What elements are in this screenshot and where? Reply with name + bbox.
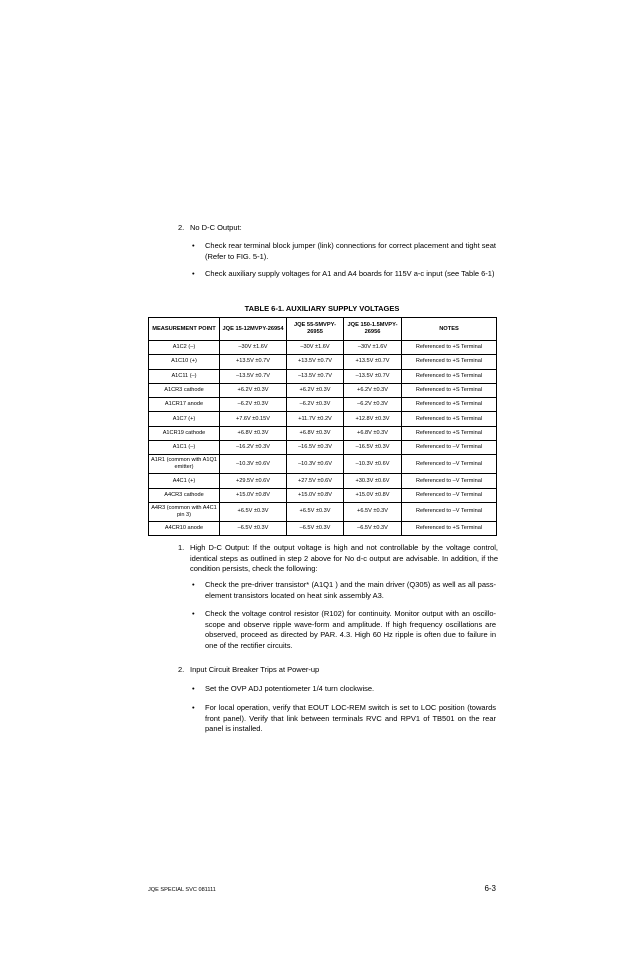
table-row	[149, 383, 497, 397]
table-cell: –6.5V ±0.3V	[287, 521, 344, 535]
table-cell: Referenced to +S Terminal	[402, 398, 497, 412]
table-cell: –30V ±1.6V	[344, 341, 402, 355]
table-cell: –10.3V ±0.6V	[344, 455, 402, 474]
table-cell: Referenced to +S Terminal	[402, 426, 497, 440]
table-cell: +6.5V ±0.3V	[287, 502, 344, 521]
item-text: High D-C Output: If the output voltage is high and not controllable by the voltage control, identical steps as outlined in step 2 above for No d-c output are advisable. In addition, if the condition persists, check the following:	[190, 543, 498, 573]
table-row	[149, 474, 497, 488]
table-row	[149, 398, 497, 412]
bullet-text: Check the voltage control resistor (R102) for continuity. Monitor output with an oscillo-scope and observe ripple wave-form and amplitude. If high frequency oscillations are observed, proceed as directed by PAR. 4.3. High 60 Hz ripple is often due to failure in one of the rectifier circuits.	[205, 609, 496, 650]
table-cell: +13.5V ±0.7V	[220, 355, 287, 369]
table-cell: Referenced to +S Terminal	[402, 521, 497, 535]
table-cell: –13.5V ±0.7V	[220, 369, 287, 383]
table-row	[149, 355, 497, 369]
table-cell: +15.0V ±0.8V	[287, 488, 344, 502]
table-cell: +11.7V ±0.2V	[287, 412, 344, 426]
bullet-icon: •	[192, 241, 195, 250]
table-row	[149, 502, 497, 521]
table-cell: Referenced to +S Terminal	[402, 412, 497, 426]
table-cell: +6.8V ±0.3V	[287, 426, 344, 440]
item-title: Input Circuit Breaker Trips at Power-up	[190, 665, 320, 674]
item-number: 1.	[178, 543, 185, 552]
table-cell: –6.2V ±0.3V	[220, 398, 287, 412]
table-cell: +15.0V ±0.8V	[220, 488, 287, 502]
table-header: NOTES	[402, 318, 497, 341]
item-title: No D-C Output:	[190, 223, 242, 232]
table-cell: –6.2V ±0.3V	[344, 398, 402, 412]
bullet-text: Check auxiliary supply voltages for A1 and A4 boards for 115V a-c input (see Table 6-1)	[205, 269, 495, 278]
bullet-item	[192, 241, 496, 262]
table-cell: –6.5V ±0.3V	[344, 521, 402, 535]
bullet-text: For local operation, verify that EOUT LOC-REM switch is set to LOC position (towards front panel). Verify that link between terminals RVC and RPV1 of TB501 on the rear panel is installed.	[205, 703, 496, 733]
table-cell: A1C2 (–)	[149, 341, 220, 355]
table-row	[149, 412, 497, 426]
table-cell: –16.5V ±0.3V	[287, 441, 344, 455]
table-row	[149, 369, 497, 383]
table-cell: Referenced to –V Terminal	[402, 488, 497, 502]
table-cell: +6.5V ±0.3V	[220, 502, 287, 521]
table-row	[149, 488, 497, 502]
table-cell: Referenced to –V Terminal	[402, 455, 497, 474]
table-cell: Referenced to +S Terminal	[402, 383, 497, 397]
table-cell: –16.2V ±0.3V	[220, 441, 287, 455]
table-cell: A1C11 (–)	[149, 369, 220, 383]
table-cell: Referenced to +S Terminal	[402, 341, 497, 355]
table-cell: A4C1 (+)	[149, 474, 220, 488]
table-header: JQE 55-5MVPY-26955	[287, 318, 344, 341]
bullet-item	[192, 580, 496, 601]
table-cell: A1CR19 cathode	[149, 426, 220, 440]
table-cell: Referenced to –V Terminal	[402, 474, 497, 488]
table-cell: +27.5V ±0.6V	[287, 474, 344, 488]
table-cell: +12.8V ±0.3V	[344, 412, 402, 426]
table-cell: A1CR3 cathode	[149, 383, 220, 397]
table-cell: +29.5V ±0.6V	[220, 474, 287, 488]
bullet-text: Check rear terminal block jumper (link) connections for correct placement and tight seat (Refer to FIG. 5-1).	[205, 241, 496, 261]
table-cell: +30.3V ±0.6V	[344, 474, 402, 488]
bullet-item	[192, 703, 496, 735]
bullet-text: Set the OVP ADJ potentiometer 1/4 turn clockwise.	[205, 684, 375, 693]
table-cell: –30V ±1.6V	[220, 341, 287, 355]
bullet-item	[192, 269, 505, 280]
table-cell: –30V ±1.6V	[287, 341, 344, 355]
table-header: MEASUREMENT POINT	[149, 318, 220, 341]
table-cell: A1CR17 anode	[149, 398, 220, 412]
page-number: 6-3	[484, 884, 496, 893]
table-header-row	[149, 318, 497, 341]
bullet-icon: •	[192, 703, 195, 712]
table-cell: A1C10 (+)	[149, 355, 220, 369]
bullet-item	[192, 684, 496, 695]
auxiliary-voltage-table	[148, 317, 497, 536]
table-cell: +6.2V ±0.3V	[344, 383, 402, 397]
table-row	[149, 441, 497, 455]
table-cell: –6.5V ±0.3V	[220, 521, 287, 535]
table-row	[149, 455, 497, 474]
table-cell: Referenced to +S Terminal	[402, 355, 497, 369]
table-cell: +6.8V ±0.3V	[220, 426, 287, 440]
table-cell: +6.2V ±0.3V	[220, 383, 287, 397]
bullet-icon: •	[192, 609, 195, 618]
table-cell: Referenced to –V Terminal	[402, 441, 497, 455]
table-cell: A4R3 (common with A4C1 pin 3)	[149, 502, 220, 521]
table-header: JQE 150-1.5MVPY-26956	[344, 318, 402, 341]
table-cell: +6.2V ±0.3V	[287, 383, 344, 397]
bullet-icon: •	[192, 269, 195, 278]
table-cell: A4CR3 cathode	[149, 488, 220, 502]
table-cell: +6.5V ±0.3V	[344, 502, 402, 521]
table-cell: Referenced to –V Terminal	[402, 502, 497, 521]
table-cell: –16.5V ±0.3V	[344, 441, 402, 455]
table-cell: –10.3V ±0.6V	[220, 455, 287, 474]
table-cell: +7.6V ±0.15V	[220, 412, 287, 426]
item-number: 2.	[178, 665, 185, 674]
table-cell: A4CR10 anode	[149, 521, 220, 535]
table-cell: +6.8V ±0.3V	[344, 426, 402, 440]
table-cell: +15.0V ±0.8V	[344, 488, 402, 502]
table-row	[149, 426, 497, 440]
bullet-item	[192, 609, 496, 651]
table-title: TABLE 6-1. AUXILIARY SUPPLY VOLTAGES	[244, 304, 400, 313]
footer-doc-id: JQE SPECIAL SVC 081111	[148, 887, 216, 893]
table-cell: A1R1 (common with A1Q1 emitter)	[149, 455, 220, 474]
table-row	[149, 341, 497, 355]
table-cell: –13.5V ±0.7V	[287, 369, 344, 383]
item-number: 2.	[178, 223, 185, 232]
table-cell: A1C7 (+)	[149, 412, 220, 426]
table-cell: +13.5V ±0.7V	[344, 355, 402, 369]
table-cell: +13.5V ±0.7V	[287, 355, 344, 369]
table-cell: A1C1 (–)	[149, 441, 220, 455]
table-cell: Referenced to +S Terminal	[402, 369, 497, 383]
table-cell: –6.2V ±0.3V	[287, 398, 344, 412]
bullet-text: Check the pre-driver transistor* (A1Q1 ) and the main driver (Q305) as well as all pass-element transistors located on heat sink assembly A3.	[205, 580, 496, 600]
table-cell: –13.5V ±0.7V	[344, 369, 402, 383]
table-cell: –10.3V ±0.6V	[287, 455, 344, 474]
table-row	[149, 521, 497, 535]
table-header: JQE 15-12MVPY-26954	[220, 318, 287, 341]
bullet-icon: •	[192, 684, 195, 693]
bullet-icon: •	[192, 580, 195, 589]
